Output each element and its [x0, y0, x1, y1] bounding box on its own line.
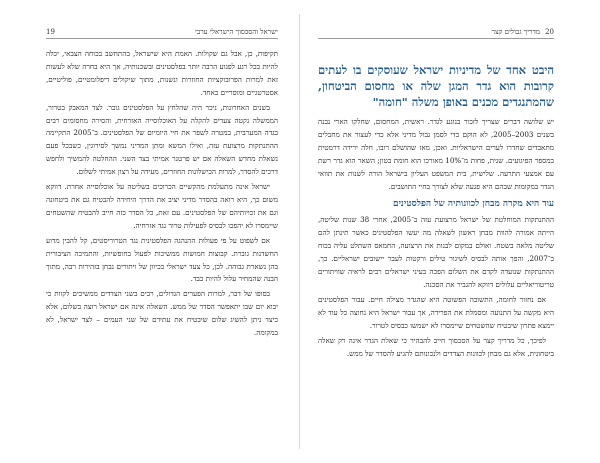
left-paragraph-4: אם לשפוט על פי פעולות ההנהגה הפלסטינית נגד הטרוריסטים, קל להבין מדוע החשדנות גוברת. קבוצות חמושות ממשיכות לפעול בחופשיות, והתמיכה הציבורית בהן נשארת גבוהה. לכן, כל צעד ישראלי בכיוון של ויתורים נבחן בזהירות רבה, מתוך הבנה שהמחיר עלול להיות כבד.	[46, 235, 278, 284]
left-paragraph-3: ישראל אינה מתעלמת מהקשיים הכרוכים בשליטה על אוכלוסייה אחרת. דווקא משום כך, היא רואה בהסדר מדיני יציב את הדרך היחידה להבטיח גם את ביטחונה וגם את זכויותיהם של הפלסטינים. עם זאת, כל הסדר כזה חייב להבטיח שהשטחים שיימסרו לא יהפכו לבסיס לפעילות טרור נגד אזרחיה.	[46, 182, 278, 230]
right-page	[318, 0, 554, 463]
left-paragraph-1: תקיפות, כן, אבל גם שקולות. האמת היא שישראל, בהתחשב בכוחה הצבאי, יכלה להיות בכל רגע לפגוע הרבה יותר בפלסטינים ובשכנותיה, אך היא בחרה שלא לעשות זאת למרות הפרובוקציות החוזרות ונשנות, מתוך שיקולים דיפלומטיים, פוליטיים, אסטרטגיים ומוסריים כאחד.	[46, 49, 278, 97]
left-page	[46, 0, 278, 463]
right-running-title: מדריך גבולים קצר	[491, 28, 540, 36]
left-running-title: ישראל והסכסוך הישראלי ערבי	[195, 28, 278, 36]
left-running-head	[46, 26, 278, 39]
left-page-number: 19	[46, 28, 55, 36]
right-paragraph-2: ההתנתקות המוחלטת של ישראל מרצועת עזה ב־2005, אחרי 38 שנות שליטה, הייתה אמורה להוות מבחן ראשון לשאלה מה יעשו הפלסטינים כאשר תינתן להם שליטה מלאה בשטח. ואולם במקום לבנות את הרצועה, החמאס השתלט עליה בכוח ב־2007, והפך אותה לבסיס לשיגור טילים ורקטות לעבר יישובים ישראליים. כך, ההתנתקות שנועדה לקדם את השלום הפכה בעיני ישראלים רבים לראיה שוויתורים טריטוריאליים עלולים דווקא להגביר את הסכנה.	[318, 215, 554, 289]
right-paragraph-3: אם נחזור לחומה, התשובה הפשוטה היא שהגדר מצילה חיים. עבור הפלסטינים היא מקשה על התנועה ומסמלת את הפרידה, אך עבור ישראל היא נחוצה כל עוד לא יימצא פתרון שיבטיח שהשטחים שיימסרו לא ישמשו כבסיס לטרור.	[318, 294, 554, 330]
left-page-body	[46, 48, 278, 342]
right-paragraph-1: יש שלושה דברים שצריך לזכור בנוגע לגדר. ראשית, המחסום, שחלקו הארי נבנה בשנים 2003–2005, לא הוקם כדי לסמן גבול מדיני אלא כדי לעצור את מחבלים מתאבדים שחדרו לערים הישראליות. ואכן, מאז שהושלם רובו, חלה ירידה דרמטית במספר הפיגועים. שנית, פחות מ־10% מאורכו הוא חומת בטון; השאר הוא גדר רשת עם אמצעי התרעה. שלישית, בית המשפט העליון בישראל הורה לשנות את תוואי הגדר במקומות שבהם היא פגעה שלא לצורך בחיי התושבים.	[318, 117, 554, 191]
section-subheading: עוד היא מקרה מבחן לכוונותיה של הפלסטינים	[392, 199, 554, 210]
right-paragraph-4: לפיכך, כל מדריך קצר על הסכסוך חייב להבהיר כי שאלת הגדר אינה רק שאלה ביטחונית, אלא גם מבחן לכוונות הצדדים ולנכונותם להגיע להסדר של ממש.	[318, 335, 554, 358]
left-paragraph-2: בשנים האחרונות, ניכר היה שהלחץ על הפלסטינים גובר. לצד המאבק בטרור, הממשלה נקטה צעדים להקלה על האוכלוסייה האזרחית, והסירה מחסומים רבים בגדה המערבית, במטרה לשפר את חיי היומיום של הפלסטינים. ב־2005 התקיימה ההתנתקות מרצועת עזה, ואילו המשא ומתן המדיני נמשך לסירוגין, כשבכל פעם נשאלת מחדש השאלה אם יש פרטנר אמיתי בצד השני. ההחלטה להמשיך ולחפש דרכים להסדר, למרות הכישלונות החוזרים, מעידה על רצון אמיתי לשלום.	[46, 102, 278, 177]
left-paragraph-5: בסופו של דבר, למרות הפערים הגדולים, רבים בשני הצדדים ממשיכים לקוות כי יבוא יום שבו יתאפשר הסדר של ממש. השאלה אינה אם ישראל רוצה בשלום, אלא כיצד ניתן להשיג שלום שיבטיח את עתידם של שני העמים – לצד ישראל, לא במקומה.	[46, 289, 278, 338]
section-heading: היבט אחד של מדיניות ישראל שעוסקים בו לעתים קרובות הוא גדר המגן שלה או מחסום הביטחון, שהמתנגדים מכנים באופן משלה "חומה"	[318, 63, 554, 109]
right-page-body	[318, 62, 554, 362]
gutter-divider	[299, 14, 300, 449]
right-page-number: 20	[545, 28, 554, 36]
right-running-head	[318, 26, 554, 39]
